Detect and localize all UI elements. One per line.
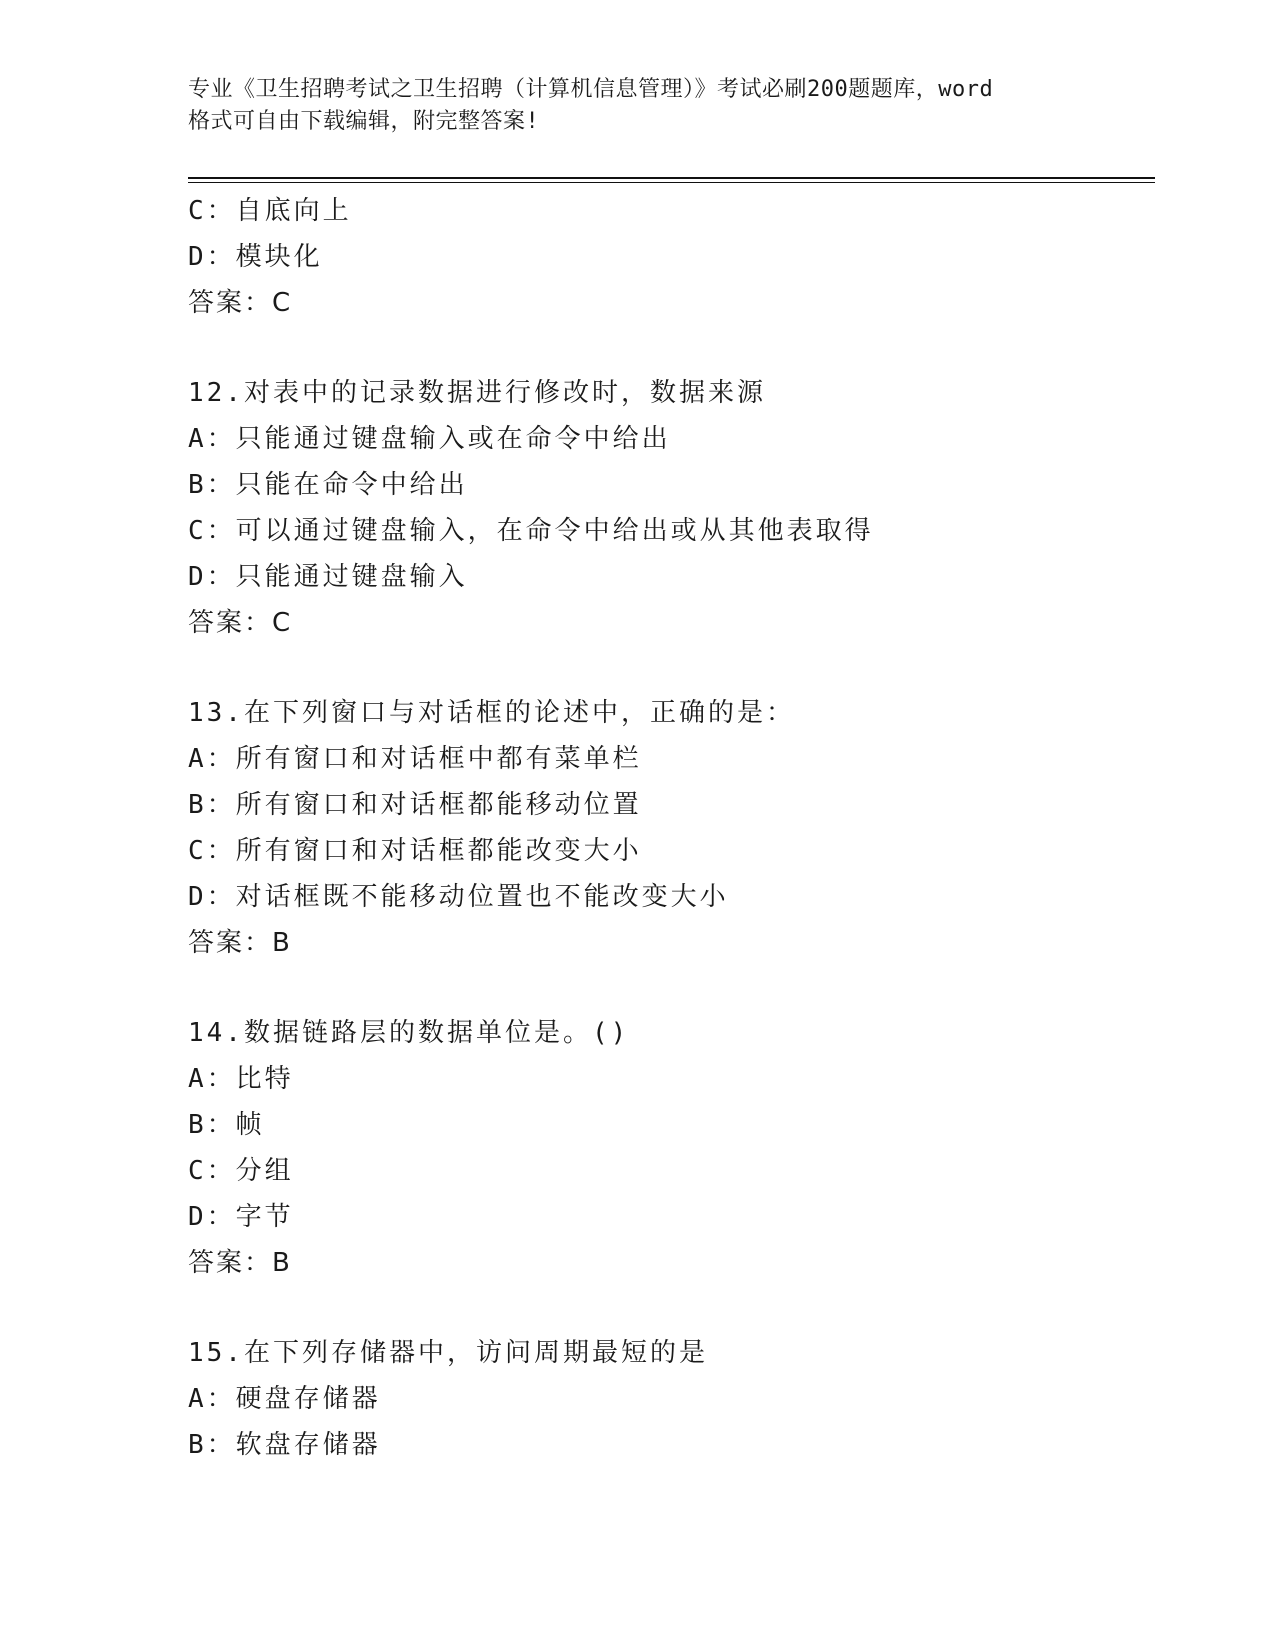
answer-line: 答案：C bbox=[188, 608, 293, 638]
question-13 bbox=[188, 690, 1168, 966]
option-a: A：只能通过键盘输入或在命令中给出 bbox=[188, 424, 671, 454]
question-11-tail bbox=[188, 188, 1168, 326]
answer-line: 答案：C bbox=[188, 288, 293, 318]
option-a: A：硬盘存储器 bbox=[188, 1384, 381, 1414]
option-b: B：软盘存储器 bbox=[188, 1430, 381, 1460]
option-b: B：只能在命令中给出 bbox=[188, 470, 468, 500]
question-list bbox=[188, 188, 1168, 1468]
option-c: C：分组 bbox=[188, 1156, 294, 1186]
option-c: C：自底向上 bbox=[188, 196, 352, 226]
question-stem: 12.对表中的记录数据进行修改时，数据来源 bbox=[188, 378, 766, 408]
question-stem: 14.数据链路层的数据单位是。() bbox=[188, 1018, 630, 1048]
question-12 bbox=[188, 370, 1168, 646]
option-b: B：帧 bbox=[188, 1110, 265, 1140]
option-c: C：所有窗口和对话框都能改变大小 bbox=[188, 836, 642, 866]
option-c: C：可以通过键盘输入，在命令中给出或从其他表取得 bbox=[188, 516, 874, 546]
header-line-2: 格式可自由下载编辑，附完整答案! bbox=[188, 109, 540, 134]
option-a: A：所有窗口和对话框中都有菜单栏 bbox=[188, 744, 642, 774]
option-d: D：字节 bbox=[188, 1202, 294, 1232]
answer-line: 答案：B bbox=[188, 928, 292, 958]
header-divider-thin bbox=[188, 182, 1155, 183]
question-15 bbox=[188, 1330, 1168, 1468]
option-b: B：所有窗口和对话框都能移动位置 bbox=[188, 790, 642, 820]
question-stem: 13.在下列窗口与对话框的论述中，正确的是： bbox=[188, 698, 795, 728]
option-d: D：对话框既不能移动位置也不能改变大小 bbox=[188, 882, 729, 912]
header-divider-thick bbox=[188, 177, 1155, 179]
option-d: D：只能通过键盘输入 bbox=[188, 562, 468, 592]
document-header bbox=[188, 74, 1088, 138]
header-line-1: 专业《卫生招聘考试之卫生招聘（计算机信息管理）》考试必刷200题题库，word bbox=[188, 77, 994, 102]
option-a: A：比特 bbox=[188, 1064, 294, 1094]
option-d: D：模块化 bbox=[188, 242, 323, 272]
answer-line: 答案：B bbox=[188, 1248, 292, 1278]
question-stem: 15.在下列存储器中，访问周期最短的是 bbox=[188, 1338, 708, 1368]
question-14 bbox=[188, 1010, 1168, 1286]
